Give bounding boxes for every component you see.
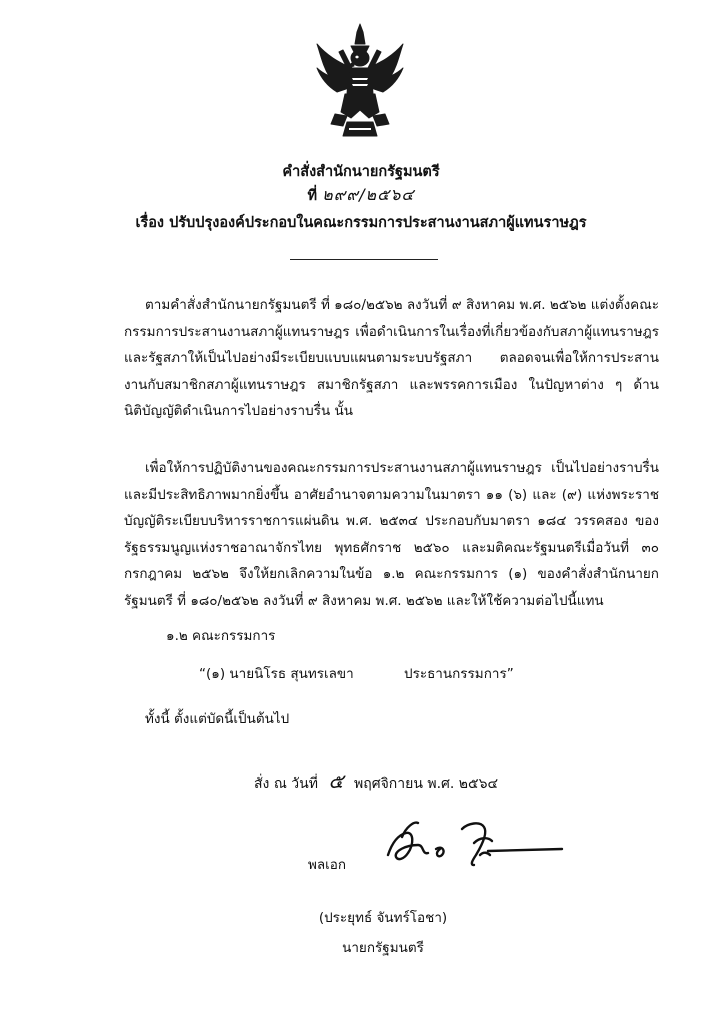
paragraph-order: เพื่อให้การปฏิบัติงานของคณะกรรมการประสานงานสภาผู้แทนราษฎร เป็นไปอย่างราบรื่นและมีประสิทธิภาพมากยิ่งขึ้น อาศัยอำนาจตามความในมาตรา ๑๑ (๖) และ (๙) แห่งพระราชบัญญัติระเบียบบริหารราชการแผ่นดิน พ.ศ. ๒๕๓๔ ประกอบกับมาตรา ๑๘๔ วรรคสอง ของรัฐธรรมนูญแห่งราชอาณาจักรไทย พุทธศักราช ๒๕๖๐ และมติคณะรัฐมนตรีเมื่อวันที่ ๓๐ กรกฎาคม ๒๕๖๒ จึงให้ยกเลิกความในข้อ ๑.๒ คณะกรรมการ (๑) ของคำสั่งสำนักนายกรัฐมนตรี ที่ ๑๘๐/๒๕๖๒ ลงวันที่ ๙ สิงหาคม พ.ศ. ๒๕๖๒ และให้ใช้ความต่อไปนี้แทน (124, 460, 659, 609)
item-member-name: “(๑) นายนิโรธ สุนทรเลขา (199, 666, 354, 682)
order-date (254, 765, 498, 797)
signer-name: (ประยุทธ์ จันทร์โอชา) (318, 910, 448, 926)
paragraph-background: ตามคำสั่งสำนักนายกรัฐมนตรี ที่ ๑๘๐/๒๕๖๒ ลงวันที่ ๙ สิงหาคม พ.ศ. ๒๕๖๒ แต่งตั้งคณะกรรมการประสานงานสภาผู้แทนราษฎร เพื่อดำเนินการในเรื่องที่เกี่ยวข้องกับสภาผู้แทนราษฎรและรัฐสภาให้เป็นไปอย่างมีระเบียบแบบแผนตามระบบรัฐสภา ตลอดจนเพื่อให้การประสานงานกับสมาชิกสภาผู้แทนราษฎร สมาชิกรัฐสภา และพรรคการเมือง ในปัญหาต่าง ๆ ด้านนิติบัญญัติดำเนินการไปอย่างราบรื่น นั้น (124, 297, 659, 420)
order-number: ๒๙๙/๒๕๖๔ (322, 185, 415, 204)
order-label: ที่ (307, 188, 318, 204)
item-member-role: ประธานกรรมการ” (404, 666, 514, 682)
garuda-emblem-icon (313, 22, 407, 138)
document-title: คำสั่งสำนักนายกรัฐมนตรี (282, 164, 440, 180)
subject-label: เรื่อง (135, 215, 164, 231)
date-prefix: สั่ง ณ วันที่ (254, 776, 318, 792)
signer-rank: พลเอก (308, 857, 347, 873)
date-suffix: พฤศจิกายน พ.ศ. ๒๕๖๔ (353, 776, 499, 792)
subject-line (0, 211, 722, 234)
signer-title: นายกรัฐมนตรี (342, 940, 424, 956)
header-divider (290, 259, 438, 260)
date-day: ๕ (328, 769, 344, 793)
handwritten-signature (384, 815, 566, 873)
order-number-line (0, 183, 722, 208)
effective-clause: ทั้งนี้ ตั้งแต่บัดนี้เป็นต้นไป (145, 711, 290, 727)
subject-text: ปรับปรุงองค์ประกอบในคณะกรรมการประสานงานสภาผู้แทนราษฎร (169, 215, 587, 231)
item-heading: ๑.๒ คณะกรรมการ (166, 628, 276, 644)
